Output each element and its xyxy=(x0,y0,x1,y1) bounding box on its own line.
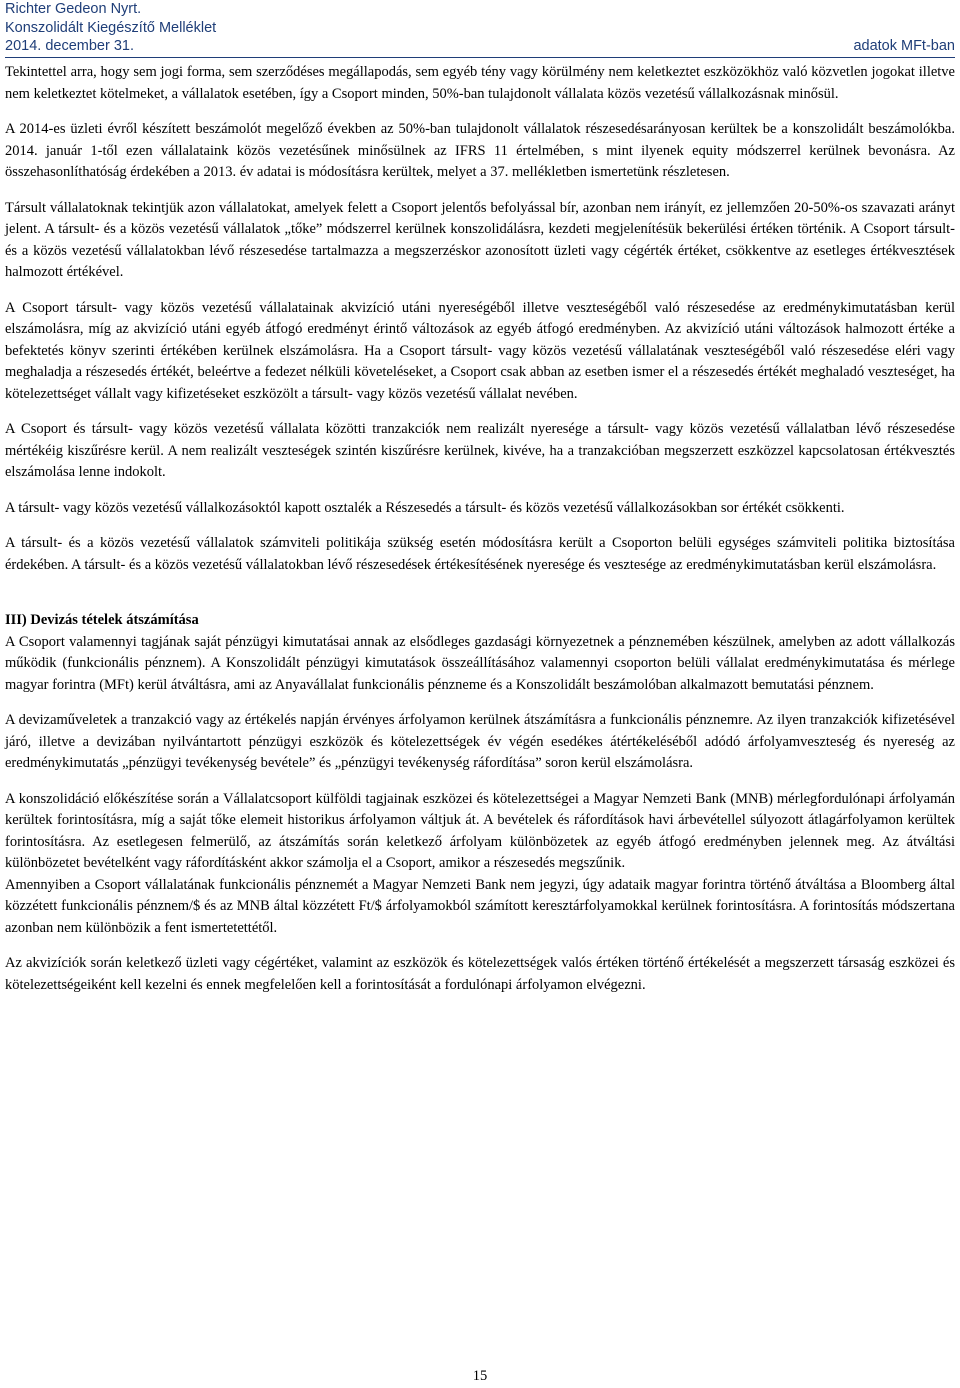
company-name: Richter Gedeon Nyrt. xyxy=(5,1,142,17)
paragraph: A devizaműveletek a tranzakció vagy az értékelés napján érvényes árfolyamon kerülnek átszámításra a funkcionális pénznemre. Az ilyen tranzakciók kifizetésével járó, illetve a devizában nyilvántartott pénzügyi eszközök és kötelezettségek év végén esedékes átértékeléséből adódó árfolyamveszteség és nyereség az eredménykimutatás „pénzügyi tevékenység bevétele” és „pénzügyi tevékenység ráfordítása” soron kerül elszámolásra. xyxy=(5,712,955,771)
paragraph: A társult- vagy közös vezetésű vállalkozásoktól kapott osztalék a Részesedés a társult- és közös vezetésű vállalkozásokban sor értékét csökkenti. xyxy=(5,499,845,516)
paragraph: A társult- és a közös vezetésű vállalatok számviteli politikája szükség esetén módosításra került a Csoporton belüli egységes számviteli politika biztosítása érdekében. A társult- és a közös vezetésű vállalatokban lévő részesedések értékesítésének nyeresége és vesztesége az eredménykimutatásban kerül elszámolásra. xyxy=(5,535,955,573)
paragraph: A Csoport és társult- vagy közös vezetésű vállalata közötti tranzakciók nem realizált nyeresége a társult- vagy közös vezetésű vállalatban lévő részesedése mértékéig kiszűrésre kerül. A nem realizált veszteségek szintén kiszűrésre kerülnek, kivéve, ha a tranzakcióban megszerzett eszközzel kapcsolatosan értékvesztés elszámolása lenne indokolt. xyxy=(5,421,955,480)
paragraph: A konszolidáció előkészítése során a Vállalatcsoport külföldi tagjainak eszközei és kötelezettségei a Magyar Nemzeti Bank (MNB) mérlegfordulónapi árfolyamán kerültek forintosításra, míg a saját tőke elemeit historikus árfolyamon váltjuk át. A bevételek és ráfordítások havi árbevétellel súlyozott átlagárfolyamon kerültek forintosításra. Az esetlegesen felmerülő, az átszámítás során keletkező árfolyam különbözetek az egyéb átfogó eredményben jelennek meg. Az átváltási különbözetet bevételként vagy ráfordításként akkor számolja el a Csoport, amikor a részesedés megszűnik. xyxy=(5,790,955,871)
report-date: 2014. december 31. xyxy=(5,38,134,54)
paragraph: Társult vállalatoknak tekintjük azon vállalatokat, amelyek felett a Csoport jelentős befolyással bír, azonban nem irányít, ez jellemzően 20-50%-os szavazati arányt jelent. A társult- és a közös vezetésű vállalatok „tőke” módszerrel kerülnek konszolidálásra, kezdeti megjelenítésük bekerülési értéken történik. A Csoport társult- és a közös vezetésű vállalatokban lévő részesedése tartalmazza a megszerzéskor azonosított üzleti vagy cégérték értéket, csökkentve az esetleges értékvesztések halmozott értékével. xyxy=(5,199,955,280)
document-section: Konszolidált Kiegészítő Melléklet xyxy=(5,19,217,36)
document-body xyxy=(5,62,955,1010)
paragraph: A Csoport valamennyi tagjának saját pénzügyi kimutatásai annak az elsődleges gazdasági környezetnek a pénznemében készülnek, amelyben az adott vállalkozás működik (funkcionális pénznem). A Konszolidált pénzügyi kimutatások összeállításához valamennyi csoporton belüli vállalat eredménykimutatása és mérlege magyar forintra (MFt) kerül átváltásra, ami az Anyavállalat funkcionális pénzneme és a Konszolidált beszámolóban alkalmazott bemutatási pénznem. xyxy=(5,633,955,693)
section-heading: III) Devizás tételek átszámítása xyxy=(5,612,199,628)
paragraph: Tekintettel arra, hogy sem jogi forma, sem szerződéses megállapodás, sem egyéb tény vagy körülmény nem keletkeztet eszközökhöz való közvetlen jogokat illetve nem keletkeztet kötelmeket, a vállalatok esetében, így a Csoport minden, 50%-ban tulajdonolt vállalata közös vezetésű vállalkozásnak minősül. xyxy=(5,64,955,102)
paragraph: A Csoport társult- vagy közös vezetésű vállalatainak akvizíció utáni nyereségéből illetve veszteségéből való részesedése az eredménykimutatásban kerül elszámolásra, míg az akvizíció utáni egyéb átfogó eredményt érintő változások az egyéb átfogó eredményben. Az akvizíció utáni változások halmozott értéke a befektetés könyv szerinti értékében kerülnek elszámolásra. Ha a Csoport társult- vagy közös vezetésű vállalatának veszteségéből való részesedése eléri vagy meghaladja a részesedés értékét, beleértve a fedezet nélküli követeléseket, a Csoport csak abban az esetben ismer el a részesedés értékét meghaladó veszteséget, ha kötelezettséget vállalt vagy kifizetéseket eszközölt a társult- vagy közös vezetésű vállalat nevében. xyxy=(5,299,955,402)
page-header xyxy=(5,0,955,56)
page-number: 15 xyxy=(472,1368,488,1384)
unit-note: adatok MFt-ban xyxy=(853,38,955,54)
header-divider xyxy=(5,57,955,58)
paragraph: A 2014-es üzleti évről készített beszámolót megelőző években az 50%-ban tulajdonolt vállalatok részesedésarányosan kerültek be a konszolidált beszámolókba. 2014. január 1-től ezen vállalataink közös vezetésűnek minősülnek az IFRS 11 értelmében, s mint ilyenek equity módszerrel kerülnek bevonásra. Az összehasonlíthatóság érdekében a 2013. év adatai is módosításra kerültek, melyet a 37. mellékletben ismertetünk részletesen. xyxy=(5,121,955,180)
paragraph: Amennyiben a Csoport vállalatának funkcionális pénznemét a Magyar Nemzeti Bank nem jegyzi, úgy adataik magyar forintra történő átváltása a Bloomberg által közzétett funkcionális pénznem/$ és az MNB által közzétett Ft/$ árfolyamokból számított keresztárfolyamokkal kerülnek forintosításra. A forintosítás módszertana azonban nem különbözik a fent ismertetettétől. xyxy=(5,876,955,936)
paragraph: Az akvizíciók során keletkező üzleti vagy cégértéket, valamint az eszközök és kötelezettségek valós értéken történő értékelését a megszerzett társaság eszközei és kötelezettségeiként kell kezelni és ennek megfelelően kell a forintosítását a fordulónapi árfolyamon elvégezni. xyxy=(5,955,955,993)
